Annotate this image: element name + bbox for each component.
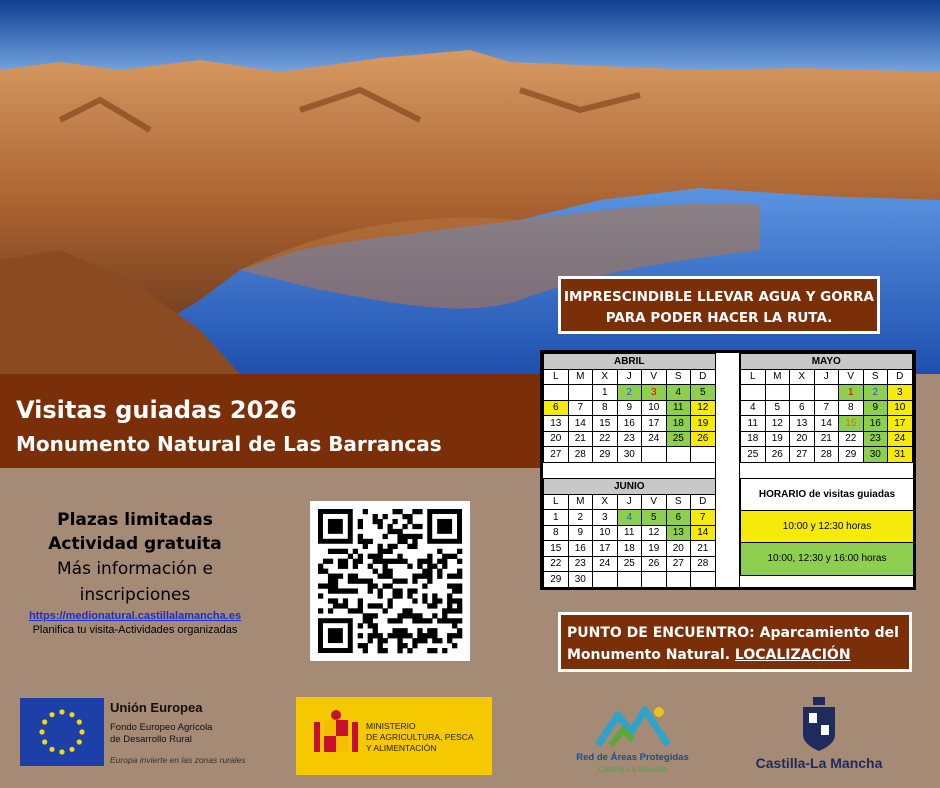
meeting-point-box [558,612,912,672]
castilla-la-mancha-name: Castilla-La Mancha [755,755,883,771]
calendar-day: 12 [765,416,790,432]
calendar-day: 26 [642,556,667,572]
calendar-day: 7 [814,400,839,416]
ministry-line-3: Y ALIMENTACIÓN [366,743,437,753]
calendar-day: 10 [888,400,913,416]
calendar-day: 1 [839,385,864,401]
calendar-day: 8 [593,400,618,416]
calendar-day [617,572,642,588]
calendar-weekday: S [666,369,691,385]
calendar-day: 15 [593,416,618,432]
castle-crest-icon [799,695,839,753]
calendar-weekday: D [888,369,913,385]
eu-motto: Europa invierte en las zonas rurales [110,755,246,765]
spain-coat-of-arms-icon [306,706,366,766]
calendar-day: 6 [790,400,815,416]
calendar-day: 10 [593,525,618,541]
location-link[interactable]: LOCALIZACIÓN [734,647,851,663]
castilla-la-mancha-logo [754,695,884,775]
calendar-weekday: J [617,369,642,385]
eu-fund-line-2: de Desarrollo Rural [110,734,192,745]
calendar-day [642,447,667,463]
info-registration: inscripciones [79,585,191,605]
protected-areas-title: Red de Áreas Protegidas [576,752,689,763]
calendar-day: 6 [666,510,691,526]
calendar-day: 17 [593,541,618,557]
ministry-line-2: DE AGRICULTURA, PESCA [366,732,474,742]
calendar-day: 22 [839,431,864,447]
calendar-day: 3 [593,510,618,526]
calendar-day: 26 [691,431,716,447]
info-more-info: Más información e [56,559,213,579]
calendar-day: 11 [666,400,691,416]
calendar-day: 29 [593,447,618,463]
calendar-day: 11 [741,416,766,432]
calendar-day: 1 [544,510,569,526]
eu-fund [110,722,212,746]
calendar-day: 26 [765,447,790,463]
calendar-day: 28 [691,556,716,572]
calendar-day: 5 [765,400,790,416]
calendar-day: 29 [544,572,569,588]
calendar-day: 19 [642,541,667,557]
calendar-day: 20 [666,541,691,557]
calendar-day: 12 [642,525,667,541]
calendar-day: 24 [888,431,913,447]
schedule-yellow-hours: 10:00 y 12:30 horas [741,511,913,543]
schedule-title: HORARIO de visitas guiadas [741,479,913,511]
calendar-day: 21 [568,431,593,447]
calendar-day: 22 [593,431,618,447]
ministry-line-1: MINISTERIO [366,721,416,731]
meeting-point-text: PUNTO DE ENCUENTRO: Aparcamiento del Monumento Natural. [567,625,899,663]
calendar-day: 23 [568,556,593,572]
calendar-day [666,447,691,463]
calendar-day: 22 [544,556,569,572]
calendar-day [544,385,569,401]
calendar-month-april [543,353,716,463]
calendar-day: 3 [642,385,667,401]
calendar-day: 9 [568,525,593,541]
calendar-table [543,478,716,588]
calendar-day: 4 [741,400,766,416]
calendar-day: 25 [617,556,642,572]
mountains-icon [593,700,673,750]
calendar-day: 15 [544,541,569,557]
calendar-day: 14 [568,416,593,432]
calendar-weekday: M [568,494,593,510]
calendar-weekday: L [544,494,569,510]
calendar-day: 21 [691,541,716,557]
calendar-day: 13 [544,416,569,432]
info-limited-places: Plazas limitadas [57,510,213,530]
calendar-day: 23 [617,431,642,447]
eu-flag-icon [20,698,104,766]
calendar-day: 30 [617,447,642,463]
calendar-day: 16 [568,541,593,557]
calendar-day: 10 [642,400,667,416]
calendar-day: 20 [790,431,815,447]
calendar-day: 27 [544,447,569,463]
calendar-day: 14 [814,416,839,432]
calendar-day: 7 [568,400,593,416]
qr-code-icon [310,501,470,661]
calendar-weekday: D [691,494,716,510]
schedule-green-hours: 10:00, 12:30 y 16:00 horas [741,543,913,575]
calendar-day: 13 [666,525,691,541]
calendar-day: 25 [666,431,691,447]
calendar-weekday: M [765,369,790,385]
calendar-day [568,385,593,401]
info-free-activity: Actividad gratuita [48,534,222,554]
calendar-month-june [543,478,716,588]
calendar-month-name: ABRIL [544,354,716,370]
ministry-logo [296,697,492,775]
calendar-day: 15 [839,416,864,432]
title-band [0,374,540,468]
calendar-day: 24 [593,556,618,572]
protected-areas-region: Castilla-La Mancha [598,765,667,774]
calendar-day: 3 [888,385,913,401]
calendar-weekday: J [617,494,642,510]
calendar-day: 2 [863,385,888,401]
calendar-day: 19 [765,431,790,447]
calendar-day: 18 [741,431,766,447]
calendar-day: 17 [888,416,913,432]
calendar-day: 2 [617,385,642,401]
calendar-day: 1 [593,385,618,401]
calendar-weekday: J [814,369,839,385]
calendar-day: 8 [839,400,864,416]
calendar-day: 8 [544,525,569,541]
calendar-day: 18 [666,416,691,432]
calendar-weekday: S [666,494,691,510]
eu-title: Unión Europea [110,700,203,715]
eu-logo [20,698,250,770]
calendar-day: 14 [691,525,716,541]
eu-fund-line-1: Fondo Europeo Agrícola [110,722,213,733]
page-subtitle: Monumento Natural de Las Barrancas [16,432,442,456]
calendar-day: 4 [666,385,691,401]
calendar-day [642,572,667,588]
calendar-day: 24 [642,431,667,447]
calendar-day: 25 [741,447,766,463]
calendar-weekday: X [593,494,618,510]
calendar-day: 9 [617,400,642,416]
calendar-weekday: L [544,369,569,385]
calendar-day: 19 [691,416,716,432]
calendar-day: 16 [617,416,642,432]
calendar-day: 16 [863,416,888,432]
calendar-day: 5 [691,385,716,401]
notice-line-2: PARA PODER HACER LA RUTA. [605,310,833,326]
calendar-day: 23 [863,431,888,447]
calendar-month-may [740,353,913,463]
calendar-day [790,385,815,401]
calendar-day: 27 [666,556,691,572]
calendar-day: 13 [790,416,815,432]
calendar-day [765,385,790,401]
calendar-day: 12 [691,400,716,416]
info-block [0,508,270,636]
calendar-day: 18 [617,541,642,557]
calendar-table [740,353,913,463]
calendar-table [543,353,716,463]
calendar-day: 2 [568,510,593,526]
calendar-day: 5 [642,510,667,526]
calendar-weekday: V [839,369,864,385]
calendar-month-name: JUNIO [544,479,716,495]
calendar-weekday: L [741,369,766,385]
calendar-day: 31 [888,447,913,463]
calendar-day: 21 [814,431,839,447]
info-plan-visit: Planifica tu visita-Actividades organizadas [32,624,238,636]
calendar-weekday: X [593,369,618,385]
calendar-month-name: MAYO [741,354,913,370]
notice-line-1: IMPRESCINDIBLE LLEVAR AGUA Y GORRA [564,289,874,305]
calendar-day: 28 [814,447,839,463]
calendar-day: 27 [790,447,815,463]
calendar-weekday: V [642,369,667,385]
protected-areas-logo [565,700,700,778]
calendar-day: 30 [863,447,888,463]
calendar-weekday: S [863,369,888,385]
schedule-table [740,478,914,576]
calendar-day: 9 [863,400,888,416]
calendar-day [814,385,839,401]
calendar-day: 28 [568,447,593,463]
calendar-day: 4 [617,510,642,526]
calendar-day [666,572,691,588]
calendar-weekday: M [568,369,593,385]
calendar-day: 30 [568,572,593,588]
calendar-day: 29 [839,447,864,463]
calendar-day: 7 [691,510,716,526]
calendar-day: 6 [544,400,569,416]
calendar-weekday: X [790,369,815,385]
calendar-weekday: V [642,494,667,510]
info-website-link[interactable]: https://medionatural.castillalamancha.es [28,610,242,622]
calendar-day [741,385,766,401]
calendar-day [593,572,618,588]
calendar-divider [715,353,740,587]
qr-code[interactable] [310,501,470,661]
calendar-day [691,447,716,463]
calendar-day: 11 [617,525,642,541]
calendar-day [691,572,716,588]
page-title: Visitas guiadas 2026 [16,396,297,424]
notice-box [558,276,880,334]
ministry-name [366,721,474,754]
calendar-weekday: D [691,369,716,385]
calendar-day: 17 [642,416,667,432]
calendar-day: 20 [544,431,569,447]
